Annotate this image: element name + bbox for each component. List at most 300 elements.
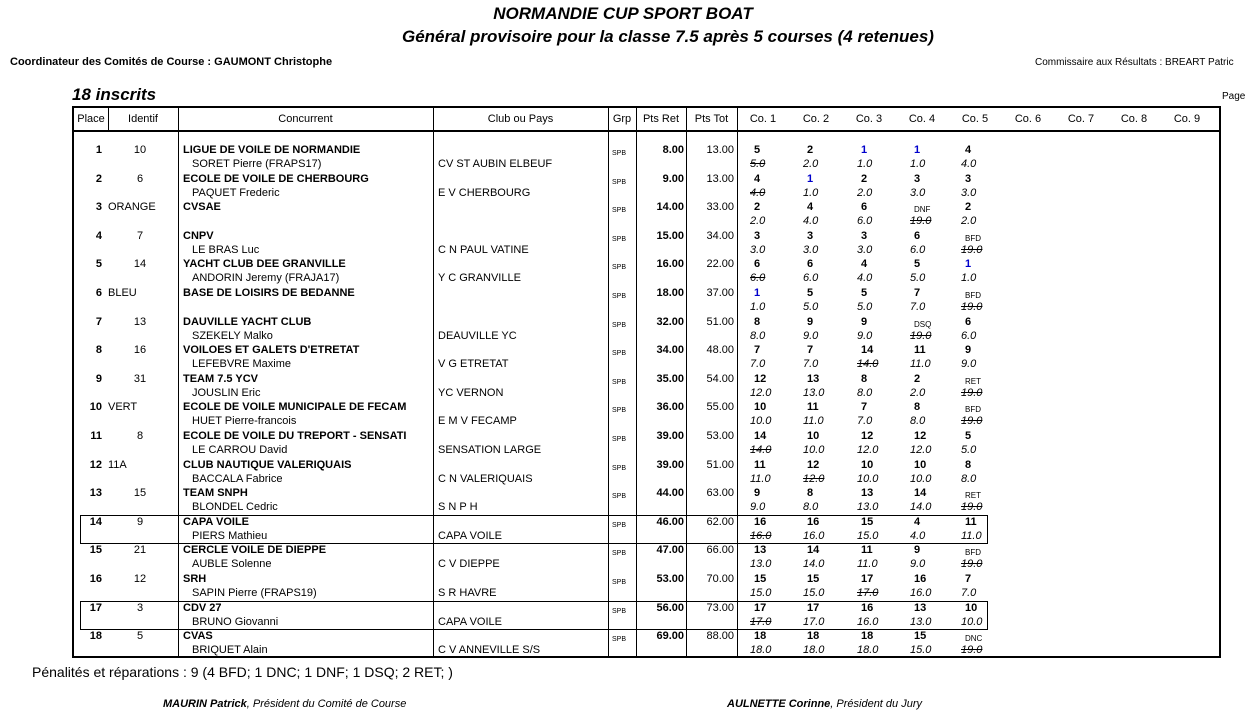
race-rank: 3 xyxy=(965,173,972,185)
race-score: 10.0 xyxy=(803,444,825,456)
race-score: 5.0 xyxy=(961,444,977,456)
race-rank: 5 xyxy=(861,287,868,299)
race-rank: 7 xyxy=(807,344,814,356)
race-score: 10.0 xyxy=(910,473,932,485)
race-score: 14.0 xyxy=(803,558,825,570)
club-name: E M V FECAMP xyxy=(438,415,517,427)
race-rank: DNC xyxy=(965,634,983,643)
race-score: 4.0 xyxy=(750,187,766,199)
place-cell: 6 xyxy=(95,287,102,299)
race-score: 18.0 xyxy=(803,644,825,656)
team-name: CNPV xyxy=(183,230,214,242)
place-cell: 15 xyxy=(89,544,102,556)
race-score: 1.0 xyxy=(857,158,873,170)
race-score: 7.0 xyxy=(803,358,819,370)
points-retained: 39.00 xyxy=(656,459,684,471)
race-rank: 4 xyxy=(754,173,761,185)
place-cell: 2 xyxy=(95,173,102,185)
race-rank: 16 xyxy=(807,516,820,528)
race-rank: 16 xyxy=(861,602,874,614)
race-score: 12.0 xyxy=(803,473,825,485)
place-cell: 14 xyxy=(89,516,102,528)
race-rank: BFD xyxy=(965,548,981,557)
identif-cell: 31 xyxy=(133,373,147,385)
race-score: 19.0 xyxy=(961,415,983,427)
points-retained: 32.00 xyxy=(656,316,684,328)
column-header: Club ou Pays xyxy=(487,113,554,125)
race-score: 6.0 xyxy=(803,272,819,284)
race-rank: 12 xyxy=(754,373,767,385)
points-retained: 44.00 xyxy=(656,487,684,499)
race-rank: 5 xyxy=(754,144,761,156)
team-name: CDV 27 xyxy=(183,602,222,614)
team-name: CLUB NAUTIQUE VALERIQUAIS xyxy=(183,459,352,471)
race-rank: 2 xyxy=(807,144,814,156)
column-divider xyxy=(737,108,738,658)
president-course-name: MAURIN Patrick xyxy=(163,698,247,710)
race-rank: 6 xyxy=(861,201,868,213)
race-rank: 5 xyxy=(965,430,972,442)
race-rank: 14 xyxy=(807,544,820,556)
race-score: 18.0 xyxy=(750,644,772,656)
identif-cell: 13 xyxy=(133,316,147,328)
points-retained: 47.00 xyxy=(656,544,684,556)
race-score: 15.0 xyxy=(803,587,825,599)
race-rank: 1 xyxy=(861,144,868,156)
race-rank: 14 xyxy=(861,344,874,356)
place-cell: 1 xyxy=(95,144,102,156)
race-rank: 4 xyxy=(965,144,972,156)
column-header: Grp xyxy=(612,113,632,125)
column-header: Co. 9 xyxy=(1173,113,1201,125)
race-score: 3.0 xyxy=(803,244,819,256)
team-name: YACHT CLUB DEE GRANVILLE xyxy=(183,258,346,270)
race-rank: 3 xyxy=(807,230,814,242)
race-score: 16.0 xyxy=(750,530,772,542)
team-name: TEAM 7.5 YCV xyxy=(183,373,258,385)
race-score: 6.0 xyxy=(910,244,926,256)
race-rank: 9 xyxy=(754,487,761,499)
race-rank: 4 xyxy=(807,201,814,213)
points-total: 54.00 xyxy=(706,373,734,385)
points-total: 48.00 xyxy=(706,344,734,356)
group-code: SPB xyxy=(612,550,627,557)
document-title: NORMANDIE CUP SPORT BOAT xyxy=(493,4,753,23)
points-total: 66.00 xyxy=(706,544,734,556)
race-rank: DNF xyxy=(914,205,931,214)
club-name: SENSATION LARGE xyxy=(438,444,542,456)
race-score: 8.0 xyxy=(910,415,926,427)
race-score: 6.0 xyxy=(961,330,977,342)
race-score: 7.0 xyxy=(910,301,926,313)
column-header: Identif xyxy=(128,113,158,125)
group-code: SPB xyxy=(612,636,627,643)
page-label: Page xyxy=(1222,91,1246,102)
race-score: 17.0 xyxy=(750,616,772,628)
race-rank: 18 xyxy=(807,630,820,642)
column-header: Place xyxy=(77,113,105,125)
club-name: V G ETRETAT xyxy=(438,358,509,370)
race-rank: 8 xyxy=(807,487,814,499)
race-rank: 10 xyxy=(965,602,978,614)
race-score: 17.0 xyxy=(803,616,825,628)
points-total: 22.00 xyxy=(706,258,734,270)
place-cell: 17 xyxy=(89,602,102,614)
race-rank: 6 xyxy=(965,316,972,328)
team-name: ECOLE DE VOILE DU TREPORT - SENSATI xyxy=(183,430,407,442)
race-rank: 11 xyxy=(807,401,819,413)
points-total: 62.00 xyxy=(706,516,734,528)
race-rank: 3 xyxy=(754,230,761,242)
president-jury-role: , Président du Jury xyxy=(830,698,922,710)
group-code: SPB xyxy=(612,379,627,386)
race-rank: 4 xyxy=(914,516,921,528)
points-total: 13.00 xyxy=(706,144,734,156)
team-name: TEAM SNPH xyxy=(183,487,248,499)
skipper-name: BRUNO Giovanni xyxy=(192,616,279,628)
race-rank: 11 xyxy=(754,459,766,471)
race-rank: 7 xyxy=(754,344,761,356)
race-score: 12.0 xyxy=(910,444,932,456)
place-cell: 7 xyxy=(95,316,102,328)
race-score: 15.0 xyxy=(750,587,772,599)
race-rank: 8 xyxy=(754,316,761,328)
president-jury xyxy=(727,698,922,710)
identif-cell: 3 xyxy=(136,602,144,614)
race-score: 5.0 xyxy=(750,158,766,170)
points-retained: 36.00 xyxy=(656,401,684,413)
race-rank: BFD xyxy=(965,291,981,300)
team-name: ECOLE DE VOILE DE CHERBOURG xyxy=(183,173,369,185)
race-rank: 8 xyxy=(965,459,972,471)
points-total: 37.00 xyxy=(706,287,734,299)
identif-cell: VERT xyxy=(108,401,138,413)
race-rank: 16 xyxy=(914,573,927,585)
race-score: 18.0 xyxy=(857,644,879,656)
place-cell: 3 xyxy=(95,201,102,213)
group-code: SPB xyxy=(612,407,627,414)
race-rank: 13 xyxy=(754,544,767,556)
place-cell: 8 xyxy=(95,344,102,356)
column-header: Concurrent xyxy=(278,113,333,125)
race-score: 19.0 xyxy=(961,244,983,256)
president-jury-name: AULNETTE Corinne xyxy=(727,698,831,710)
race-score: 4.0 xyxy=(910,530,926,542)
race-score: 1.0 xyxy=(961,272,977,284)
skipper-name: ANDORIN Jeremy (FRAJA17) xyxy=(192,272,340,284)
race-rank: 12 xyxy=(914,430,927,442)
race-score: 2.0 xyxy=(857,187,873,199)
skipper-name: PIERS Mathieu xyxy=(192,530,268,542)
race-rank: 16 xyxy=(754,516,767,528)
race-score: 7.0 xyxy=(961,587,977,599)
club-name: C V DIEPPE xyxy=(438,558,500,570)
race-score: 3.0 xyxy=(910,187,926,199)
race-score: 19.0 xyxy=(910,215,932,227)
race-score: 16.0 xyxy=(910,587,932,599)
column-header: Co. 7 xyxy=(1067,113,1095,125)
race-rank: 4 xyxy=(861,258,868,270)
race-score: 16.0 xyxy=(803,530,825,542)
race-rank: 17 xyxy=(807,602,820,614)
race-score: 1.0 xyxy=(910,158,926,170)
race-score: 9.0 xyxy=(803,330,819,342)
points-retained: 69.00 xyxy=(656,630,684,642)
column-header: Co. 2 xyxy=(802,113,830,125)
race-rank: 14 xyxy=(914,487,927,499)
race-rank: 1 xyxy=(807,173,814,185)
column-divider xyxy=(636,108,637,658)
place-cell: 10 xyxy=(89,401,102,413)
team-name: SRH xyxy=(183,573,207,585)
points-retained: 8.00 xyxy=(662,144,684,156)
race-rank: 15 xyxy=(807,573,820,585)
race-score: 19.0 xyxy=(961,301,983,313)
club-name: CAPA VOILE xyxy=(438,616,502,628)
race-score: 2.0 xyxy=(910,387,926,399)
race-score: 3.0 xyxy=(750,244,766,256)
team-name: DAUVILLE YACHT CLUB xyxy=(183,316,312,328)
race-score: 11.0 xyxy=(910,358,931,370)
race-rank: DSQ xyxy=(914,320,932,329)
race-score: 8.0 xyxy=(857,387,873,399)
race-rank: 3 xyxy=(914,173,921,185)
skipper-name: BRIQUET Alain xyxy=(192,644,268,656)
team-name: VOILOES ET GALETS D'ETRETAT xyxy=(183,344,360,356)
skipper-name: AUBLE Solenne xyxy=(192,558,272,570)
group-code: SPB xyxy=(612,436,627,443)
race-rank: 18 xyxy=(754,630,767,642)
president-course xyxy=(163,698,406,710)
race-rank: BFD xyxy=(965,234,981,243)
column-header: Co. 1 xyxy=(749,113,777,125)
race-score: 10.0 xyxy=(857,473,879,485)
group-code: SPB xyxy=(612,150,627,157)
race-score: 4.0 xyxy=(803,215,819,227)
race-score: 4.0 xyxy=(857,272,873,284)
club-name: S R HAVRE xyxy=(438,587,497,599)
points-retained: 16.00 xyxy=(656,258,684,270)
skipper-name: LEFEBVRE Maxime xyxy=(192,358,292,370)
identif-cell: 15 xyxy=(133,487,147,499)
club-name: S N P H xyxy=(438,501,478,513)
points-total: 88.00 xyxy=(706,630,734,642)
team-name: CVAS xyxy=(183,630,213,642)
skipper-name: BLONDEL Cedric xyxy=(192,501,278,513)
race-rank: 6 xyxy=(914,230,921,242)
place-cell: 4 xyxy=(95,230,102,242)
identif-cell: BLEU xyxy=(108,287,137,299)
race-rank: 13 xyxy=(914,602,927,614)
race-score: 14.0 xyxy=(857,358,879,370)
race-score: 11.0 xyxy=(750,473,771,485)
club-name: C V ANNEVILLE S/S xyxy=(438,644,541,656)
race-rank: 13 xyxy=(861,487,874,499)
race-score: 19.0 xyxy=(961,558,983,570)
race-rank: 11 xyxy=(861,544,873,556)
race-rank: 9 xyxy=(807,316,814,328)
race-rank: 9 xyxy=(914,544,921,556)
race-score: 19.0 xyxy=(961,644,983,656)
race-rank: 11 xyxy=(965,516,977,528)
race-score: 14.0 xyxy=(910,501,932,513)
race-rank: RET xyxy=(965,377,981,386)
points-retained: 9.00 xyxy=(662,173,684,185)
race-score: 6.0 xyxy=(750,272,766,284)
commissaire-line: Commissaire aux Résultats : BREART Patric xyxy=(1035,57,1234,68)
race-score: 1.0 xyxy=(803,187,819,199)
race-rank: 2 xyxy=(914,373,921,385)
race-score: 10.0 xyxy=(750,415,772,427)
column-header: Co. 8 xyxy=(1120,113,1148,125)
identif-cell: 6 xyxy=(136,173,144,185)
column-divider xyxy=(608,108,609,658)
team-name: CAPA VOILE xyxy=(183,516,250,528)
points-retained: 14.00 xyxy=(656,201,684,213)
points-total: 55.00 xyxy=(706,401,734,413)
points-total: 73.00 xyxy=(706,602,734,614)
race-rank: 9 xyxy=(965,344,972,356)
points-retained: 46.00 xyxy=(656,516,684,528)
header-divider xyxy=(108,108,109,130)
race-score: 7.0 xyxy=(750,358,766,370)
table-header xyxy=(74,108,1221,132)
team-name: ECOLE DE VOILE MUNICIPALE DE FECAM xyxy=(183,401,407,413)
penalties-summary: Pénalités et réparations : 9 (4 BFD; 1 DNC; 1 DNF; 1 DSQ; 2 RET; ) xyxy=(32,664,453,680)
race-score: 1.0 xyxy=(750,301,766,313)
document-subtitle: Général provisoire pour la classe 7.5 après 5 courses (4 retenues) xyxy=(402,27,934,46)
race-score: 9.0 xyxy=(750,501,766,513)
race-score: 17.0 xyxy=(857,587,879,599)
race-score: 13.0 xyxy=(857,501,879,513)
race-score: 13.0 xyxy=(750,558,772,570)
race-score: 2.0 xyxy=(961,215,977,227)
group-code: SPB xyxy=(612,579,627,586)
points-retained: 39.00 xyxy=(656,430,684,442)
race-rank: 13 xyxy=(807,373,820,385)
race-score: 13.0 xyxy=(803,387,825,399)
skipper-name: BACCALA Fabrice xyxy=(192,473,283,485)
club-name: CAPA VOILE xyxy=(438,530,502,542)
race-rank: RET xyxy=(965,491,981,500)
race-rank: 7 xyxy=(914,287,921,299)
race-score: 3.0 xyxy=(857,244,873,256)
team-name: CVSAE xyxy=(183,201,221,213)
race-score: 5.0 xyxy=(857,301,873,313)
coordinator-line: Coordinateur des Comités de Course : GAUMONT Christophe xyxy=(10,56,333,68)
points-retained: 35.00 xyxy=(656,373,684,385)
skipper-name: HUET Pierre-francois xyxy=(192,415,297,427)
race-score: 13.0 xyxy=(910,616,932,628)
race-score: 3.0 xyxy=(961,187,977,199)
race-rank: 10 xyxy=(807,430,820,442)
race-rank: 12 xyxy=(807,459,820,471)
group-code: SPB xyxy=(612,522,627,529)
race-rank: 10 xyxy=(861,459,874,471)
race-rank: 6 xyxy=(754,258,761,270)
points-retained: 56.00 xyxy=(656,602,684,614)
column-header: Co. 4 xyxy=(908,113,936,125)
race-rank: 7 xyxy=(965,573,972,585)
identif-cell: 9 xyxy=(136,516,144,528)
identif-cell: 11A xyxy=(108,459,127,471)
race-rank: 15 xyxy=(914,630,927,642)
race-score: 19.0 xyxy=(910,330,932,342)
skipper-name: SZEKELY Malko xyxy=(192,330,273,342)
club-name: DEAUVILLE YC xyxy=(438,330,517,342)
identif-cell: 14 xyxy=(133,258,147,270)
identif-cell: 16 xyxy=(133,344,147,356)
column-header: Pts Tot xyxy=(694,113,729,125)
identif-cell: 10 xyxy=(133,144,147,156)
race-rank: 1 xyxy=(965,258,972,270)
race-score: 9.0 xyxy=(961,358,977,370)
skipper-name: LE BRAS Luc xyxy=(192,244,260,256)
column-divider xyxy=(178,108,179,658)
group-code: SPB xyxy=(612,236,627,243)
race-score: 2.0 xyxy=(750,215,766,227)
points-retained: 53.00 xyxy=(656,573,684,585)
points-total: 13.00 xyxy=(706,173,734,185)
race-score: 8.0 xyxy=(961,473,977,485)
race-score: 7.0 xyxy=(857,415,873,427)
group-code: SPB xyxy=(612,493,627,500)
race-rank: 18 xyxy=(861,630,874,642)
identif-cell: 5 xyxy=(136,630,144,642)
column-divider xyxy=(686,108,687,658)
race-rank: 17 xyxy=(754,602,767,614)
place-cell: 18 xyxy=(89,630,102,642)
race-score: 2.0 xyxy=(803,158,819,170)
race-rank: 6 xyxy=(807,258,814,270)
race-rank: BFD xyxy=(965,405,981,414)
skipper-name: LE CARROU David xyxy=(192,444,288,456)
race-score: 5.0 xyxy=(910,272,926,284)
column-header: Co. 3 xyxy=(855,113,883,125)
identif-cell: 12 xyxy=(133,573,147,585)
column-header: Pts Ret xyxy=(642,113,680,125)
race-score: 12.0 xyxy=(750,387,772,399)
identif-cell: 7 xyxy=(136,230,144,242)
race-score: 15.0 xyxy=(857,530,879,542)
club-name: C N VALERIQUAIS xyxy=(438,473,533,485)
team-name: BASE DE LOISIRS DE BEDANNE xyxy=(183,287,355,299)
race-score: 14.0 xyxy=(750,444,772,456)
race-rank: 1 xyxy=(914,144,921,156)
team-name: CERCLE VOILE DE DIEPPE xyxy=(183,544,327,556)
race-score: 8.0 xyxy=(750,330,766,342)
race-score: 11.0 xyxy=(803,415,824,427)
points-total: 53.00 xyxy=(706,430,734,442)
race-rank: 10 xyxy=(914,459,927,471)
points-total: 51.00 xyxy=(706,316,734,328)
group-code: SPB xyxy=(612,465,627,472)
results-table xyxy=(72,106,1221,658)
club-name: Y C GRANVILLE xyxy=(438,272,521,284)
club-name: CV ST AUBIN ELBEUF xyxy=(438,158,553,170)
group-code: SPB xyxy=(612,207,627,214)
place-cell: 5 xyxy=(95,258,102,270)
race-rank: 3 xyxy=(861,230,868,242)
race-score: 11.0 xyxy=(857,558,878,570)
points-retained: 18.00 xyxy=(656,287,684,299)
skipper-name: JOUSLIN Eric xyxy=(192,387,261,399)
place-cell: 11 xyxy=(90,430,102,442)
race-rank: 14 xyxy=(754,430,767,442)
identif-cell: 8 xyxy=(136,430,144,442)
group-code: SPB xyxy=(612,322,627,329)
group-code: SPB xyxy=(612,608,627,615)
